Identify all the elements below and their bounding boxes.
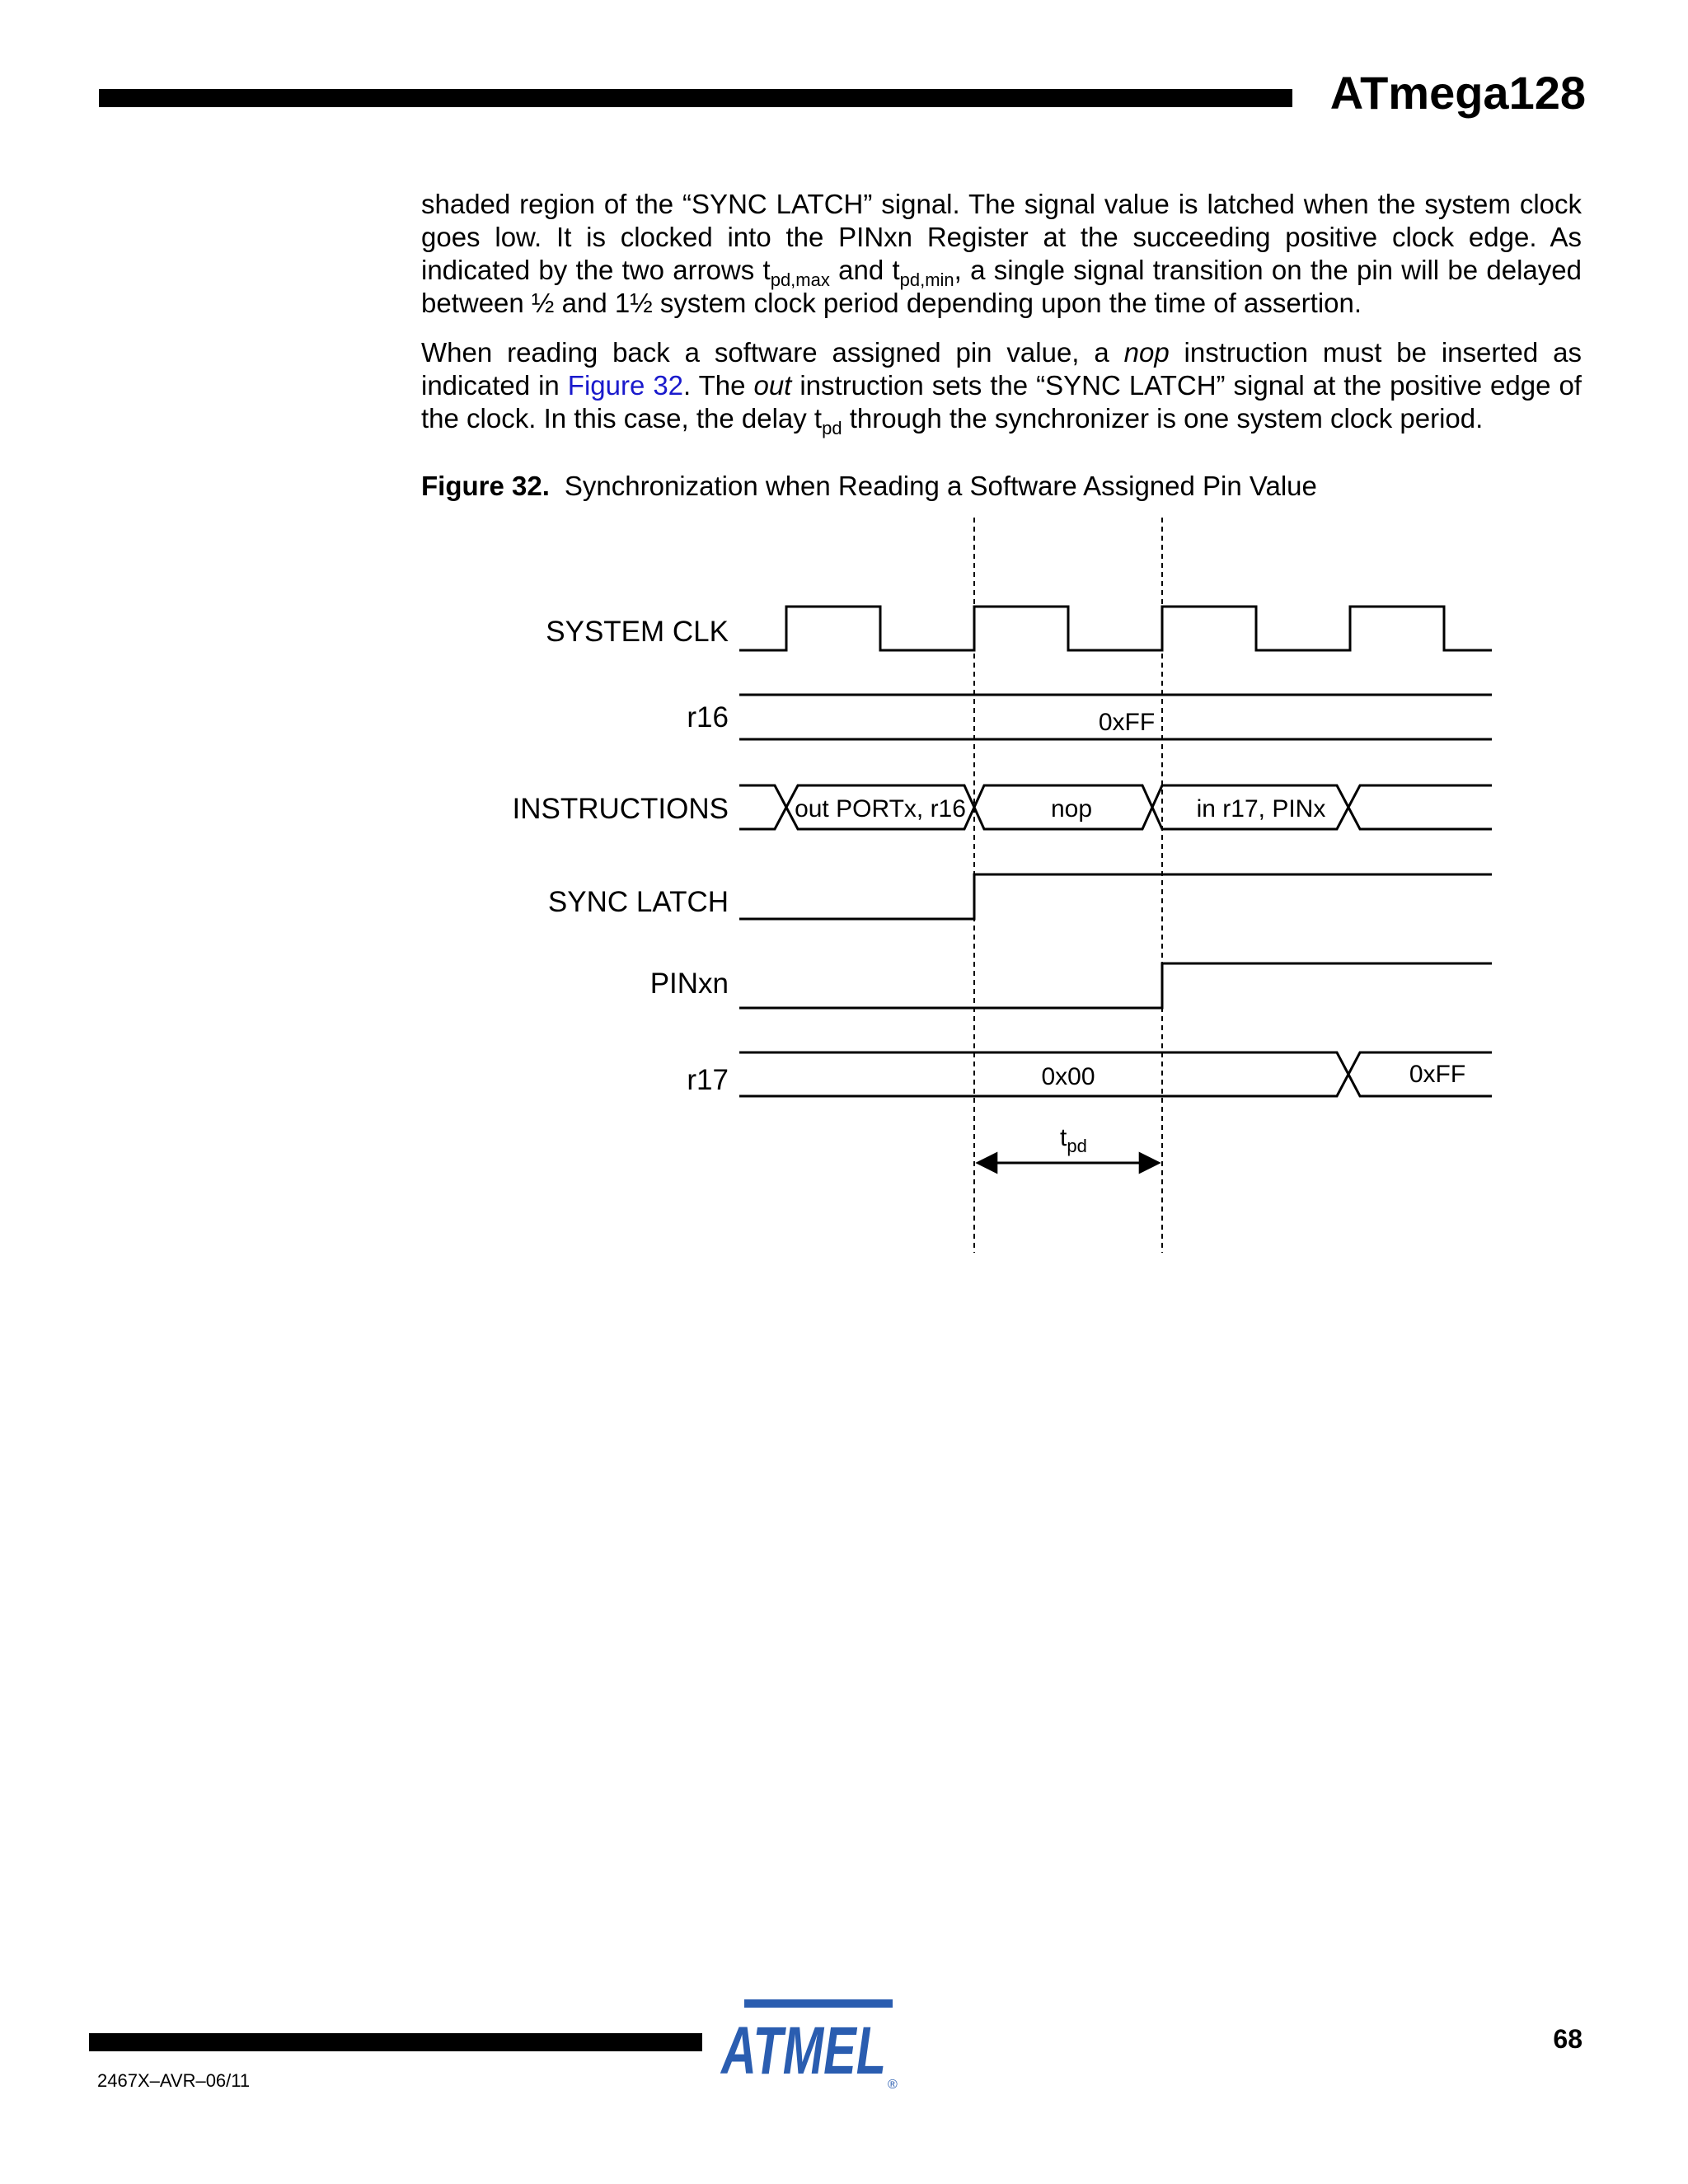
label-pinxn: PINxn xyxy=(649,968,729,1000)
header-rule xyxy=(99,89,1292,107)
page-header-title: ATmega128 xyxy=(1329,67,1586,119)
paragraph-1: shaded region of the “SYNC LATCH” signal. The signal value is latched when the system clock goes low. It is clocked into the PINxn Register at the succeeding positive clock edge. As indicated by the two arrows $t_{pd,max}$ and $t_{pd,min}$, a single signal transition on the pin will be delayed between ½ and 1½ system clock period depending upon the time of assertion. xyxy=(421,189,1582,318)
footer-rule xyxy=(89,2033,702,2051)
figure-title: Synchronization when Reading a Software Assigned Pin Value xyxy=(564,471,1317,501)
instr-nop: nop xyxy=(1050,795,1093,823)
page-number: 68 xyxy=(1553,2024,1582,2054)
figure-32-link[interactable]: Figure 32 xyxy=(567,370,684,401)
tpd-label: $t_{pd}$ xyxy=(1060,1124,1087,1156)
r17-value-after: 0xFF xyxy=(1409,1061,1466,1088)
svg-text:®: ® xyxy=(888,2078,898,2090)
pinxn-waveform xyxy=(739,963,1492,1008)
label-r16: r16 xyxy=(687,701,729,733)
label-r17: r17 xyxy=(687,1064,729,1096)
document-code: 2467X–AVR–06/11 xyxy=(97,2070,251,2091)
system-clk-waveform xyxy=(739,607,1492,650)
label-sync-latch: SYNC LATCH xyxy=(547,886,729,918)
sync-latch-waveform xyxy=(739,874,1492,919)
instr-out: out PORTx, r16 xyxy=(795,795,966,823)
instr-in: in r17, PINx xyxy=(1196,795,1326,823)
r17-bus-bottom xyxy=(739,1052,1492,1096)
label-instructions: INSTRUCTIONS xyxy=(512,793,729,825)
label-system-clk: SYSTEM CLK xyxy=(546,616,729,648)
r17-bus-top xyxy=(739,1052,1492,1096)
body-text xyxy=(421,188,1582,452)
timing-diagram xyxy=(0,494,1688,1269)
logo-text: ATMEL xyxy=(720,2013,886,2088)
r17-value-before: 0x00 xyxy=(1041,1063,1095,1090)
r16-value: 0xFF xyxy=(1098,709,1156,736)
atmel-logo xyxy=(720,1999,903,2090)
figure-number: Figure 32. xyxy=(421,471,550,501)
paragraph-2: When reading back a software assigned pin value, a nop instruction must be inserted as indicated in Figure 32. The out instruction sets the “SYNC LATCH” signal at the positive edge of the clock. In this case, the delay $t_{pd}$ through the synchronizer is one system clock period. xyxy=(421,337,1582,438)
